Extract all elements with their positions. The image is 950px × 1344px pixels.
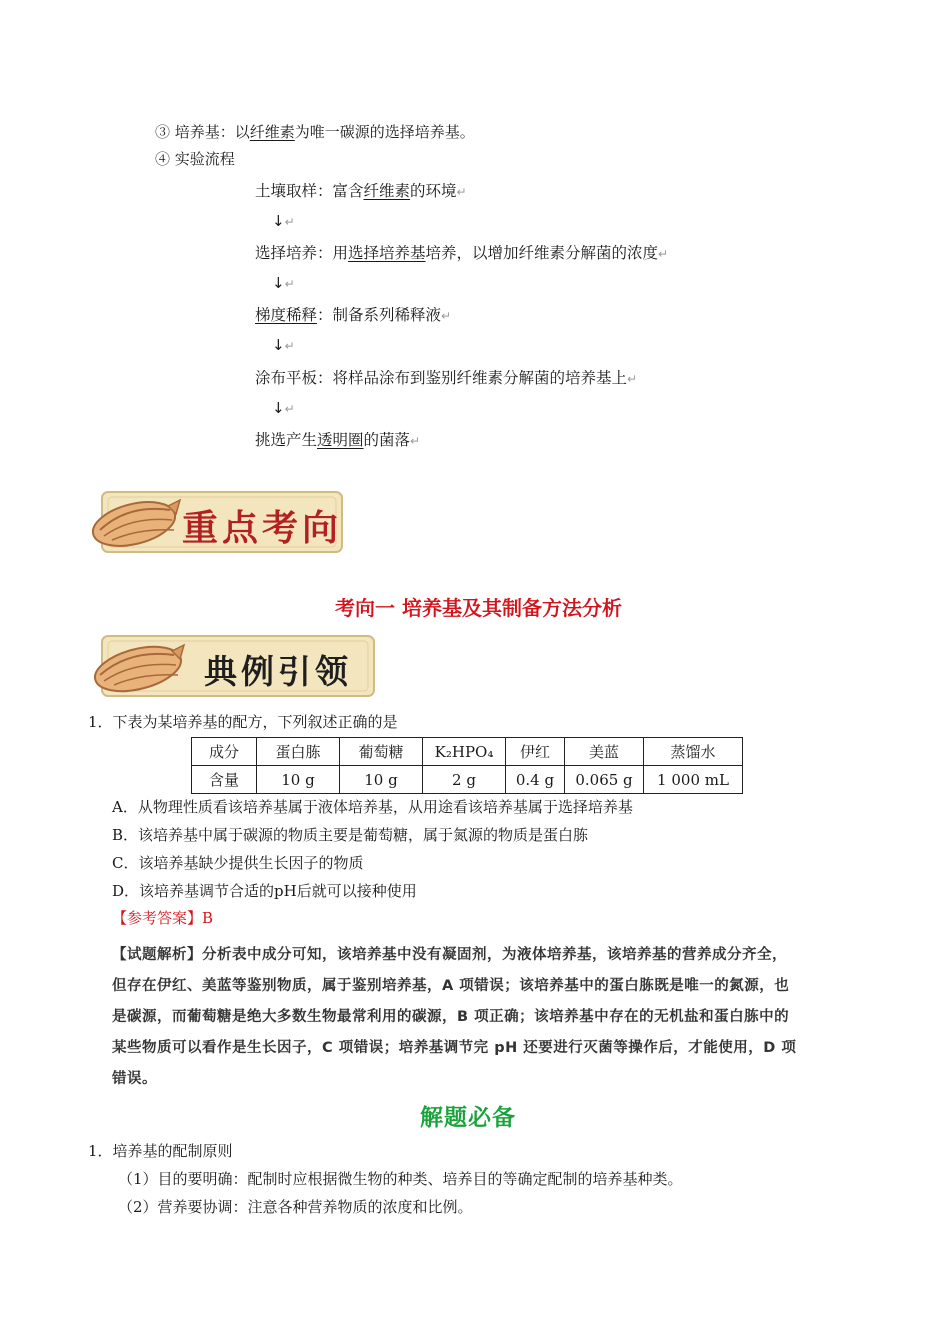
down-arrow-icon: ↓↵ [272,336,295,354]
flow-step-gradient-dilution: 梯度稀释：制备系列稀释液↵ [255,306,452,324]
table-row: 含量 10 g 10 g 2 g 0.4 g 0.065 g 1 000 mL [192,766,743,794]
analysis-line: 但存在伊红、美蓝等鉴别物质，属于鉴别培养基，A 项错误；该培养基中的蛋白胨既是唯一的氮源，也 [112,978,790,994]
banner-typical-example [88,631,378,701]
flow-step-pick-colonies: 挑选产生透明圈的菌落↵ [255,431,421,449]
analysis-line: 是碳源，而葡萄糖是绝大多数生物最常利用的碳源，B 项正确；该培养基中存在的无机盐和蛋白胨中的 [112,1009,790,1025]
down-arrow-icon: ↓↵ [272,399,295,417]
analysis-line: 某些物质可以看作是生长因子，C 项错误；培养基调节完 pH 还要进行灭菌等操作后，才能使用，D 项 [112,1040,797,1056]
option-d: D．该培养基调节合适的pH后就可以接种使用 [112,882,417,900]
down-arrow-icon: ↓↵ [272,274,295,292]
banner-title: 重点考向 [182,508,343,549]
option-c: C．该培养基缺少提供生长因子的物质 [112,854,364,872]
down-arrow-icon: ↓↵ [272,212,295,230]
option-b: B．该培养基中属于碳源的物质主要是葡萄糖，属于氮源的物质是蛋白胨 [112,826,589,844]
banner-title: 典例引领 [204,652,352,691]
option-a: A．从物理性质看该培养基属于液体培养基，从用途看该培养基属于选择培养基 [112,798,633,816]
item-4: ④ 实验流程 [155,150,235,168]
analysis-line: 错误。 [112,1071,157,1087]
banner-key-direction [88,486,346,558]
essentials-sub-2: （2）营养要协调：注意各种营养物质的浓度和比例。 [118,1198,473,1216]
reference-answer: 【参考答案】B [112,909,214,927]
question-stem: 1．下表为某培养基的配方，下列叙述正确的是 [88,713,398,731]
analysis-line: 【试题解析】分析表中成分可知，该培养基中没有凝固剂，为液体培养基，该培养基的营养成分齐全， [112,947,787,963]
analysis-block [112,940,796,1095]
item-3: ③ 培养基：以纤维素为唯一碳源的选择培养基。 [155,123,475,141]
flow-step-selective-culture: 选择培养：用选择培养基培养，以增加纤维素分解菌的浓度↵ [255,244,669,262]
essentials-title: 解题必备 [420,1105,516,1131]
paragraph-mark-icon: ↵ [456,185,467,199]
essentials-item-1: 1．培养基的配制原则 [88,1142,233,1160]
table-row: 成分 蛋白胨 葡萄糖 K₂HPO₄ 伊红 美蓝 蒸馏水 [192,738,743,766]
flow-step-soil-sampling: 土壤取样：富含纤维素的环境↵ [255,182,467,200]
formula-table [191,737,743,794]
underlined-cellulose: 纤维素 [249,123,295,141]
essentials-sub-1: （1）目的要明确：配制时应根据微生物的种类、培养目的等确定配制的培养基种类。 [118,1170,683,1188]
flow-step-spread-plate: 涂布平板：将样品涂布到鉴别纤维素分解菌的培养基上↵ [255,369,638,387]
section-title: 考向一 培养基及其制备方法分析 [335,596,622,620]
